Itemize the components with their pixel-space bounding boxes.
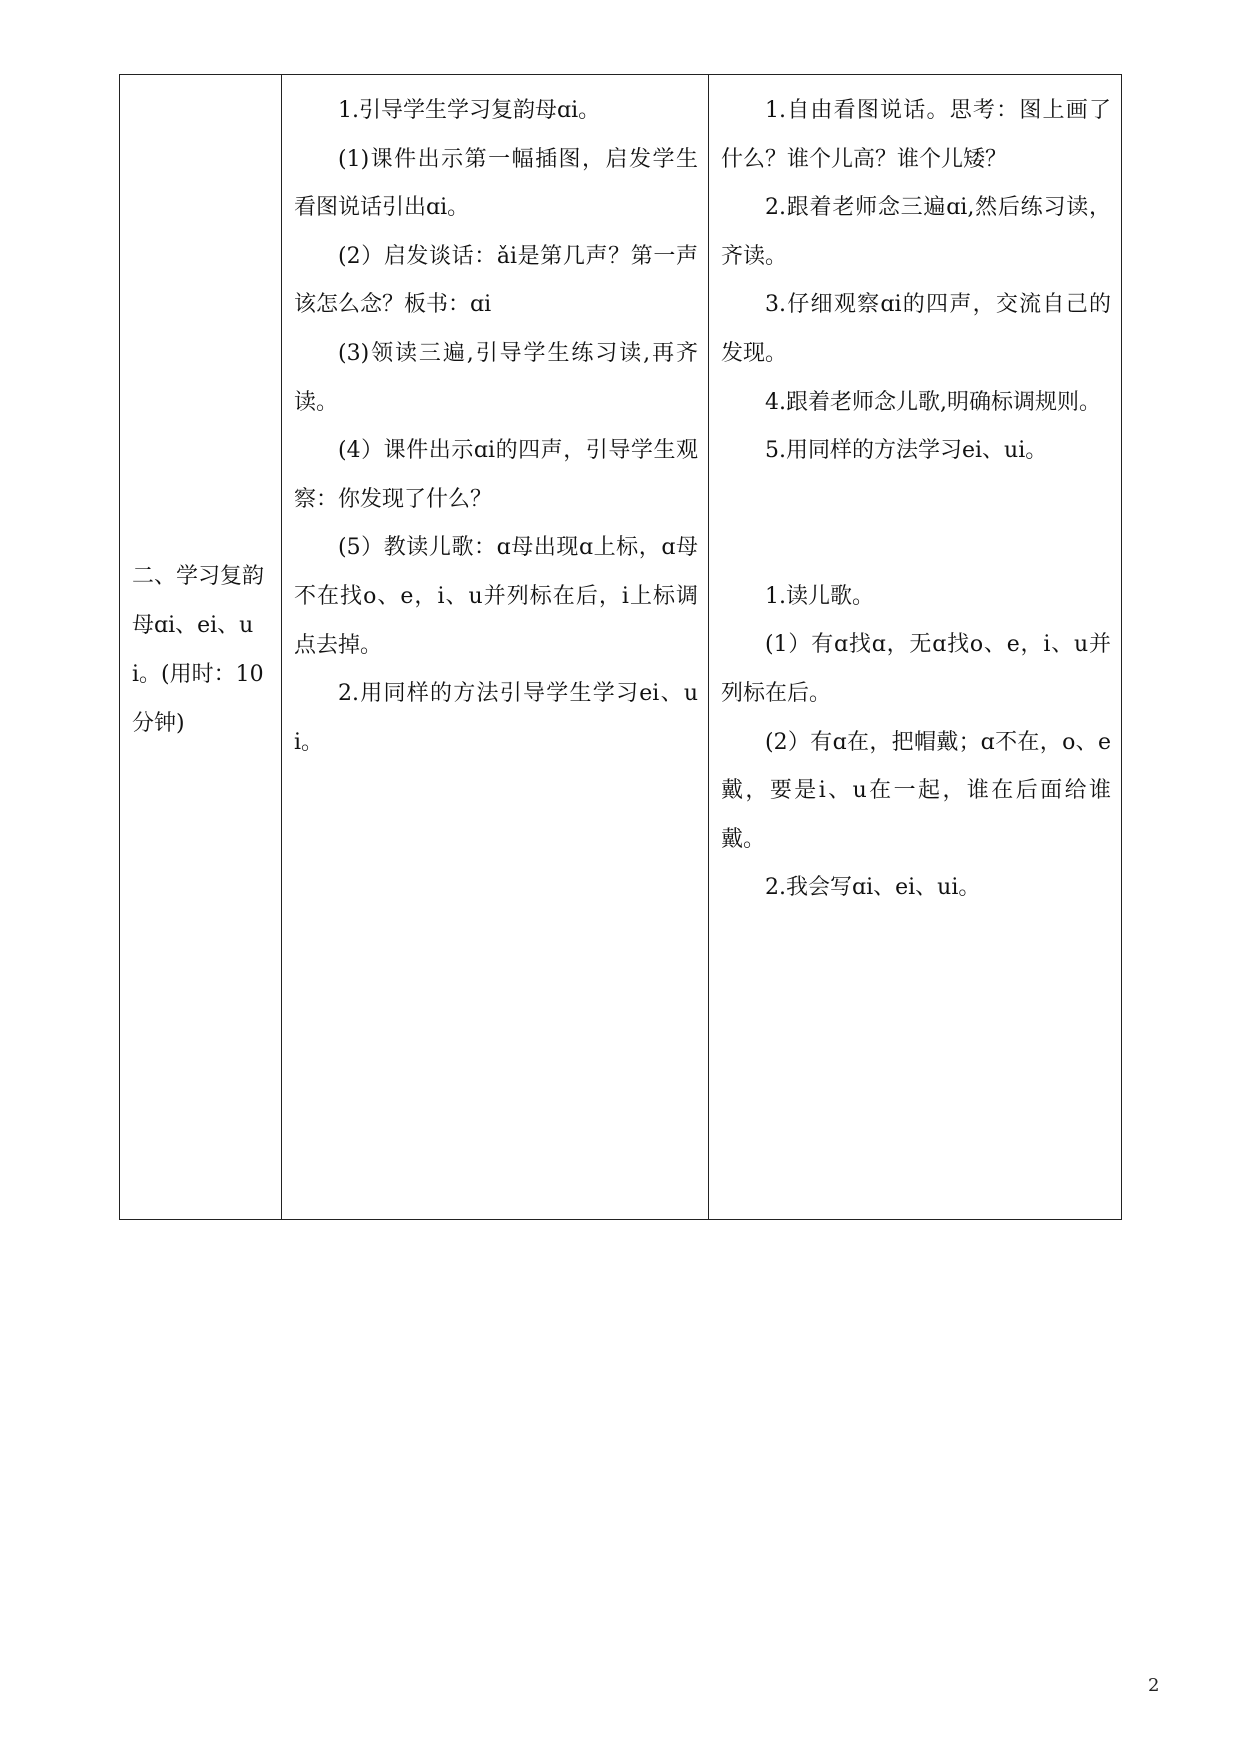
student-step-3: 3.仔细观察ɑi的四声，交流自己的发现。 xyxy=(721,292,1111,366)
teacher-step-1: 1.引导学生学习复韵母ɑi。 xyxy=(338,98,601,123)
student-step-1: 1.自由看图说话。思考：图上画了什么？谁个儿高？谁个儿矮？ xyxy=(721,98,1111,172)
teacher-step-1-3: (3)领读三遍,引导学生练习读,再齐读。 xyxy=(294,340,698,415)
teacher-step-1-4: (4）课件出示ɑi的四声，引导学生观察：你发现了什么？ xyxy=(294,438,698,512)
stage-cell xyxy=(120,75,282,1220)
student-activity-cell xyxy=(709,75,1122,1220)
student-practice-1-2: (2）有ɑ在，把帽戴；ɑ不在，o、e戴，要是i、u在一起，谁在后面给谁戴。 xyxy=(721,729,1111,852)
student-step-4: 4.跟着老师念儿歌,明确标调规则。 xyxy=(765,389,1101,415)
teacher-step-1-1: (1)课件出示第一幅插图，启发学生看图说话引出ɑi。 xyxy=(294,146,698,221)
lesson-plan-table xyxy=(119,74,1122,1220)
student-step-2: 2.跟着老师念三遍ɑi,然后练习读，齐读。 xyxy=(721,195,1111,269)
stage-text: 二、学习复韵母ɑi、ei、ui。(用时：10分钟) xyxy=(132,564,265,736)
student-practice-1-1: (1）有ɑ找ɑ，无ɑ找o、e，i、u并列标在后。 xyxy=(721,632,1111,706)
paragraph-gap xyxy=(721,476,1111,573)
teacher-step-1-2: (2）启发谈话：ǎi是第几声？第一声该怎么念？板书：ɑi xyxy=(294,243,698,318)
page-number: 2 xyxy=(1148,1675,1160,1696)
student-step-5: 5.用同样的方法学习ei、ui。 xyxy=(765,438,1048,464)
teacher-step-2: 2.用同样的方法引导学生学习ei、ui。 xyxy=(294,681,698,755)
student-practice-1: 1.读儿歌。 xyxy=(765,583,874,609)
teacher-activity-cell xyxy=(282,75,709,1220)
table-row xyxy=(120,75,1122,1220)
teacher-step-1-5: (5）教读儿歌：ɑ母出现ɑ上标，ɑ母不在找o、e，i、u并列标在后，i上标调点去掉。 xyxy=(294,535,698,658)
student-practice-2: 2.我会写ɑi、ei、ui。 xyxy=(765,875,981,901)
